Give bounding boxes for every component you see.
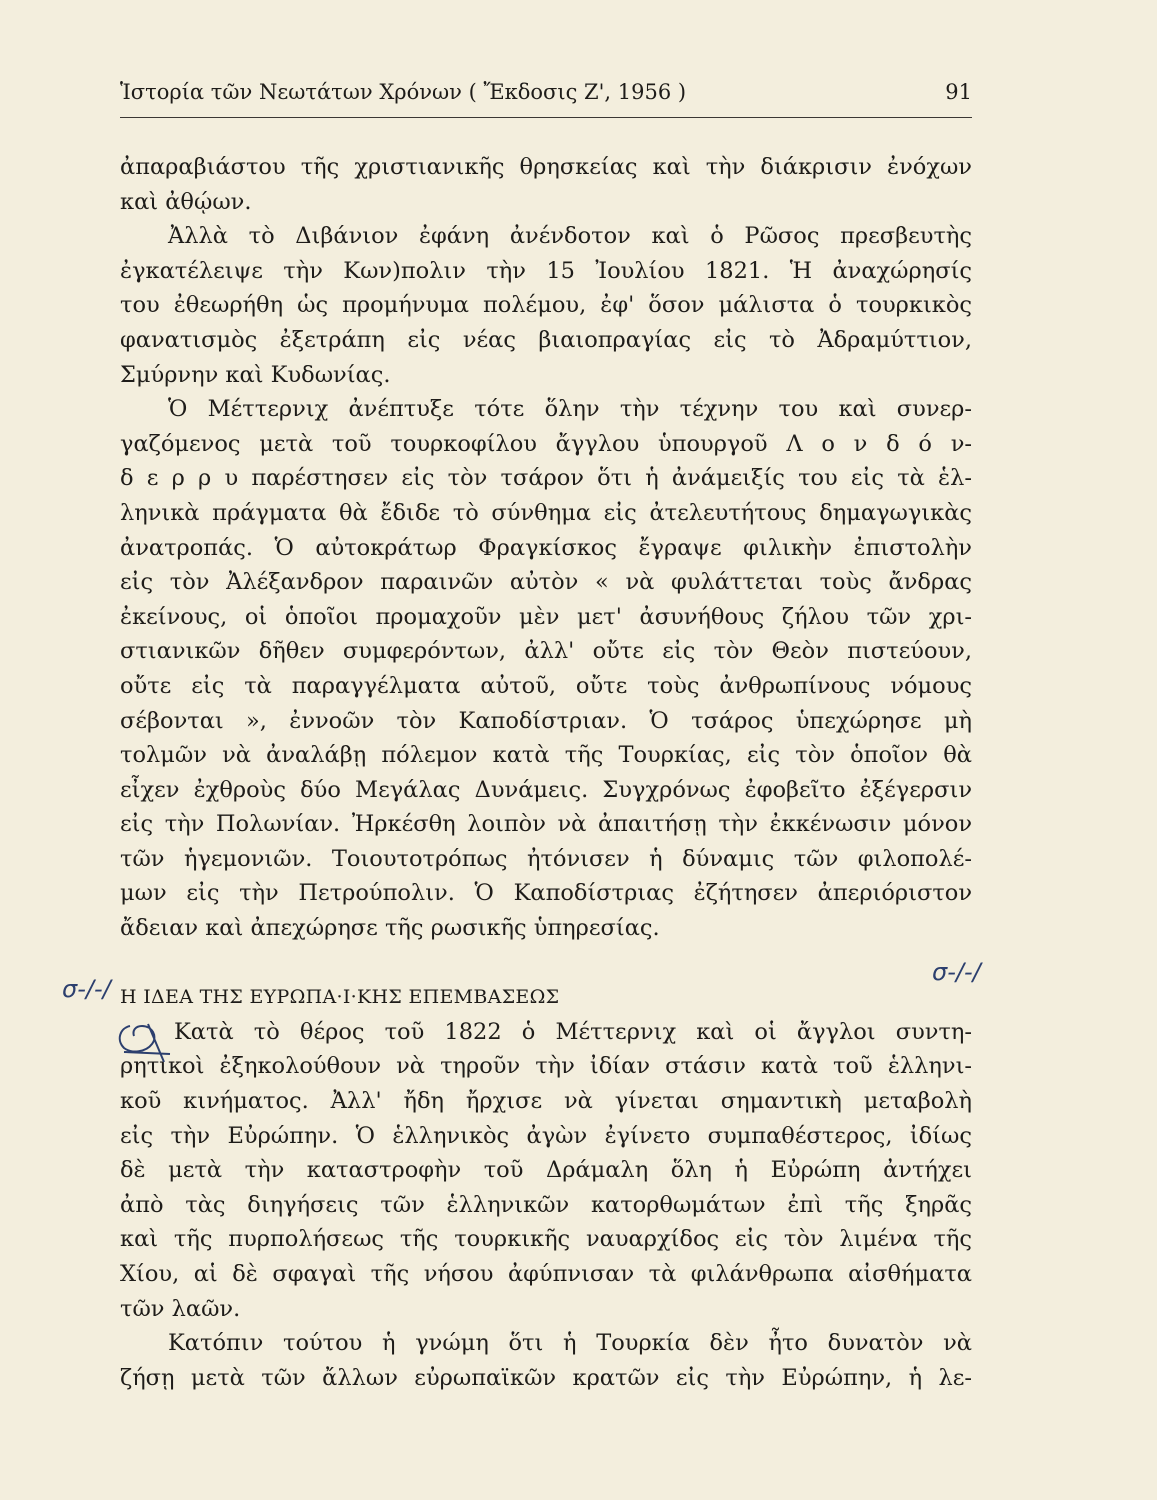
section-heading: Η ΙΔΕΑ ΤΗΣ ΕΥΡΩΠΑ·Ι·ΚΗΣ ΕΠΕΜΒΑΣΕΩΣ (120, 986, 560, 1009)
text-line-content: Κατὰ τὸ θέρος τοῦ 1822 ὁ Μέττερνιχ καὶ οἱ ἄγγλοι συντη- (174, 1018, 972, 1045)
text-line: τολμῶν νὰ ἀναλάβῃ πόλεμον κατὰ τῆς Τουρκίας, εἰς τὸν ὁποῖον θὰ (120, 742, 972, 769)
text-line: φανατισμὸς ἐξετράπη εἰς νέας βιαιοπραγίας εἰς τὸ Ἀδραμύττιον, (120, 326, 972, 353)
text-line: εἰς τὴν Εὐρώπην. Ὁ ἑλληνικὸς ἀγὼν ἐγίνετο συμπαθέστερος, ἰδίως (120, 1122, 972, 1149)
text-line: Χίου, αἱ δὲ σφαγαὶ τῆς νήσου ἀφύπνισαν τὰ φιλάνθρωπα αἰσθήματα (120, 1261, 972, 1287)
text-line: σέβονται », ἐννοῶν τὸν Καποδίστριαν. Ὁ τσάρος ὑπεχώρησε μὴ (120, 707, 972, 734)
text-line: Κατόπιν τούτου ἡ γνώμη ὅτι ἡ Τουρκία δὲν ἦτο δυνατὸν νὰ (168, 1330, 972, 1357)
text-line: ἄδειαν καὶ ἀπεχώρησε τῆς ρωσικῆς ὑπηρεσίας. (120, 915, 660, 942)
margin-annotation-left: σ-/-/ (62, 975, 111, 1003)
text-line: εἰς τὴν Πολωνίαν. Ἠρκέσθη λοιπὸν νὰ ἀπαιτήσῃ τὴν ἐκκένωσιν μόνον (120, 811, 972, 838)
text-line: οὔτε εἰς τὰ παραγγέλματα αὐτοῦ, οὔτε τοὺς ἀνθρωπίνους νόμους (120, 672, 972, 699)
text-line: κοῦ κινήματος. Ἀλλ' ἤδη ἤρχισε νὰ γίνεται σημαντικὴ μεταβολὴ (120, 1088, 972, 1115)
text-line: στιανικῶν δῆθεν συμφερόντων, ἀλλ' οὔτε εἰς τὸν Θεὸν πιστεύουν, (120, 638, 972, 665)
text-line: ἀνατροπάς. Ὁ αὐτοκράτωρ Φραγκίσκος ἔγραψε φιλικὴν ἐπιστολὴν (120, 534, 972, 561)
text-line: καὶ ἀθῴων. (120, 188, 252, 215)
proof-mark-icon (112, 1018, 182, 1068)
margin-annotation-right: σ-/-/ (932, 958, 981, 986)
header-rule (120, 117, 972, 118)
text-line: δ ε ρ ρ υ παρέστησεν εἰς τὸν τσάρον ὅτι ἡ ἀνάμειξίς του εἰς τὰ ἑλ- (120, 465, 972, 492)
text-line: Σμύρνην καὶ Κυδωνίας. (120, 361, 391, 388)
text-line: γαζόμενος μετὰ τοῦ τουρκοφίλου ἄγγλου ὑπουργοῦ Λ ο ν δ ό ν- (120, 430, 972, 457)
text-line: καὶ τῆς πυρπολήσεως τῆς τουρκικῆς ναυαρχίδος εἰς τὸν λιμένα τῆς (120, 1226, 972, 1253)
text-line: ἐγκατέλειψε τὴν Κων)πολιν τὴν 15 Ἰουλίου 1821. Ἡ ἀναχώρησίς (120, 257, 972, 284)
text-line: ἐκείνους, οἱ ὁποῖοι προμαχοῦν μὲν μετ' ἀσυνήθους ζήλου τῶν χρι- (120, 603, 972, 630)
text-line: εἰς τὸν Ἀλέξανδρον παραινῶν αὐτὸν « νὰ φυλάττεται τοὺς ἄνδρας (120, 569, 972, 596)
running-header (120, 80, 972, 110)
text-line: δὲ μετὰ τὴν καταστροφὴν τοῦ Δράμαλη ὅλη ἡ Εὐρώπη ἀντήχει (120, 1157, 972, 1184)
running-title: Ἱστορία τῶν Νεωτάτων Χρόνων ( Ἔκδοσις Ζ', 1956 ) (120, 80, 687, 104)
text-line: μων εἰς τὴν Πετρούπολιν. Ὁ Καποδίστριας ἐζήτησεν ἀπεριόριστον (120, 880, 972, 907)
text-line: τῶν λαῶν. (120, 1295, 241, 1322)
text-line: Ἀλλὰ τὸ Διβάνιον ἐφάνη ἀνένδοτον καὶ ὁ Ρῶσος πρεσβευτὴς (168, 223, 972, 250)
body-text (120, 150, 972, 1395)
text-line: Ὁ Μέττερνιχ ἀνέπτυξε τότε ὅλην τὴν τέχνην του καὶ συνερ- (168, 396, 972, 423)
text-line: του ἐθεωρήθη ὡς προμήνυμα πολέμου, ἐφ' ὅσον μάλιστα ὁ τουρκικὸς (120, 292, 972, 319)
text-line: ζήσῃ μετὰ τῶν ἄλλων εὐρωπαϊκῶν κρατῶν εἰς τὴν Εὐρώπην, ἡ λε- (120, 1364, 972, 1391)
text-line: τῶν ἡγεμονιῶν. Τοιουτοτρόπως ἠτόνισεν ἡ δύναμις τῶν φιλοπολέ- (120, 845, 972, 872)
text-line: ἀπὸ τὰς διηγήσεις τῶν ἑλληνικῶν κατορθωμάτων ἐπὶ τῆς ξηρᾶς (120, 1191, 972, 1218)
page-number: 91 (945, 80, 972, 104)
text-line: εἶχεν ἐχθροὺς δύο Μεγάλας Δυνάμεις. Συγχρόνως ἐφοβεῖτο ἐξέγερσιν (120, 776, 972, 803)
text-line: ρητικοὶ ἐξηκολούθουν νὰ τηροῦν τὴν ἰδίαν στάσιν κατὰ τοῦ ἑλληνι- (120, 1053, 972, 1080)
text-line: ληνικὰ πράγματα θὰ ἔδιδε τὸ σύνθημα εἰς ἀτελευτήτους δημαγωγικὰς (120, 499, 972, 526)
text-line (120, 1015, 972, 1050)
text-line: ἀπαραβιάστου τῆς χριστιανικῆς θρησκείας καὶ τὴν διάκρισιν ἐνόχων (120, 154, 972, 180)
